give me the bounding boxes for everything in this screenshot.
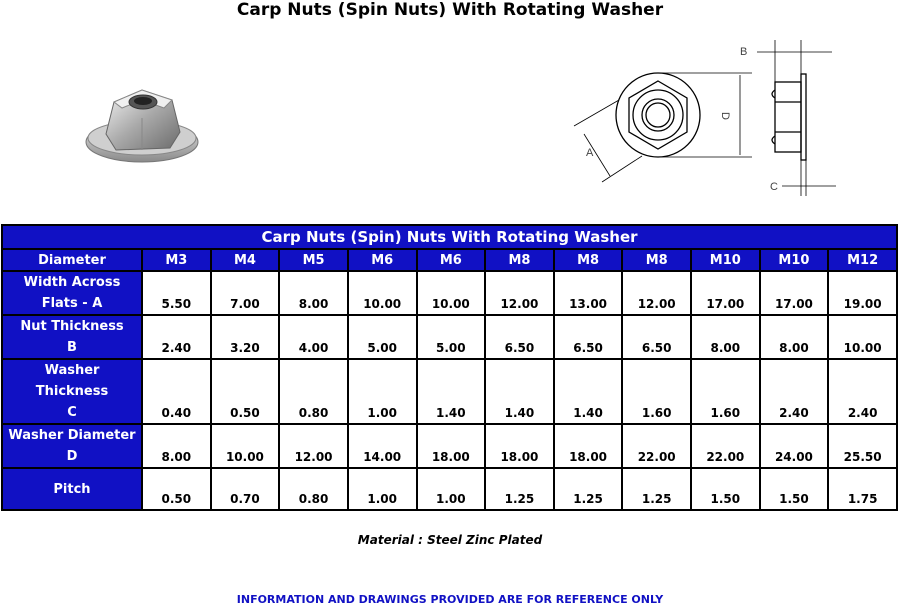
label-c: C <box>770 181 778 193</box>
size-header: M10 <box>691 249 760 271</box>
table-cell: 10.00 <box>828 315 897 359</box>
table-cell: 13.00 <box>554 271 623 315</box>
table-cell: 19.00 <box>828 271 897 315</box>
size-header: M6 <box>417 249 486 271</box>
table-cell: 1.50 <box>691 468 760 510</box>
table-cell: 5.00 <box>348 315 417 359</box>
table-cell: 1.60 <box>691 359 760 424</box>
table-cell: 1.40 <box>554 359 623 424</box>
table-cell: 0.50 <box>142 468 211 510</box>
table-cell: 1.00 <box>348 468 417 510</box>
table-cell: 1.40 <box>417 359 486 424</box>
size-header: M8 <box>485 249 554 271</box>
table-cell: 0.40 <box>142 359 211 424</box>
row-label: Width Across Flats - A <box>2 271 142 315</box>
table-cell: 22.00 <box>622 424 691 468</box>
table-cell: 0.70 <box>211 468 280 510</box>
table-cell: 0.50 <box>211 359 280 424</box>
nut-photo <box>78 78 210 170</box>
table-cell: 6.50 <box>622 315 691 359</box>
size-header: M5 <box>279 249 348 271</box>
table-header-row <box>2 249 897 271</box>
table-cell: 8.00 <box>691 315 760 359</box>
row-label: Nut Thickness B <box>2 315 142 359</box>
table-cell: 2.40 <box>828 359 897 424</box>
spec-table <box>1 224 898 511</box>
technical-drawing <box>562 38 848 198</box>
size-header: M8 <box>622 249 691 271</box>
table-cell: 24.00 <box>760 424 829 468</box>
table-cell: 0.80 <box>279 359 348 424</box>
table-cell: 1.25 <box>622 468 691 510</box>
material-note: Material : Steel Zinc Plated <box>357 533 543 547</box>
table-cell: 12.00 <box>279 424 348 468</box>
table-cell: 18.00 <box>485 424 554 468</box>
table-cell: 10.00 <box>417 271 486 315</box>
table-row <box>2 271 897 315</box>
table-cell: 14.00 <box>348 424 417 468</box>
table-cell: 5.50 <box>142 271 211 315</box>
table-cell: 12.00 <box>622 271 691 315</box>
label-a: A <box>586 147 594 159</box>
row-label: Pitch <box>2 468 142 510</box>
reference-disclaimer: INFORMATION AND DRAWINGS PROVIDED ARE FOR REFERENCE ONLY <box>236 593 664 606</box>
table-cell: 17.00 <box>760 271 829 315</box>
table-cell: 10.00 <box>211 424 280 468</box>
table-cell: 1.40 <box>485 359 554 424</box>
page-title: Carp Nuts (Spin Nuts) With Rotating Washer <box>236 0 664 20</box>
table-cell: 4.00 <box>279 315 348 359</box>
label-d: D <box>719 112 731 120</box>
table-caption: Carp Nuts (Spin) Nuts With Rotating Washer <box>2 225 897 249</box>
table-cell: 10.00 <box>348 271 417 315</box>
table-row <box>2 424 897 468</box>
header-diameter: Diameter <box>2 249 142 271</box>
table-cell: 12.00 <box>485 271 554 315</box>
table-cell: 6.50 <box>554 315 623 359</box>
table-cell: 1.00 <box>348 359 417 424</box>
size-header: M10 <box>760 249 829 271</box>
table-cell: 1.60 <box>622 359 691 424</box>
table-cell: 18.00 <box>554 424 623 468</box>
table-cell: 7.00 <box>211 271 280 315</box>
row-label: Washer Diameter D <box>2 424 142 468</box>
table-cell: 2.40 <box>760 359 829 424</box>
table-cell: 0.80 <box>279 468 348 510</box>
row-label: Washer Thickness C <box>2 359 142 424</box>
table-cell: 25.50 <box>828 424 897 468</box>
label-b: B <box>740 46 748 58</box>
table-cell: 1.50 <box>760 468 829 510</box>
size-header: M4 <box>211 249 280 271</box>
table-cell: 3.20 <box>211 315 280 359</box>
table-row <box>2 315 897 359</box>
size-header: M12 <box>828 249 897 271</box>
table-cell: 1.25 <box>554 468 623 510</box>
table-cell: 1.75 <box>828 468 897 510</box>
size-header: M8 <box>554 249 623 271</box>
size-header: M3 <box>142 249 211 271</box>
table-cell: 8.00 <box>760 315 829 359</box>
table-cell: 8.00 <box>279 271 348 315</box>
table-cell: 18.00 <box>417 424 486 468</box>
table-cell: 17.00 <box>691 271 760 315</box>
table-row <box>2 468 897 510</box>
table-cell: 1.00 <box>417 468 486 510</box>
table-cell: 22.00 <box>691 424 760 468</box>
size-header: M6 <box>348 249 417 271</box>
table-cell: 1.25 <box>485 468 554 510</box>
table-cell: 8.00 <box>142 424 211 468</box>
table-cell: 6.50 <box>485 315 554 359</box>
table-row <box>2 359 897 424</box>
table-cell: 2.40 <box>142 315 211 359</box>
table-cell: 5.00 <box>417 315 486 359</box>
